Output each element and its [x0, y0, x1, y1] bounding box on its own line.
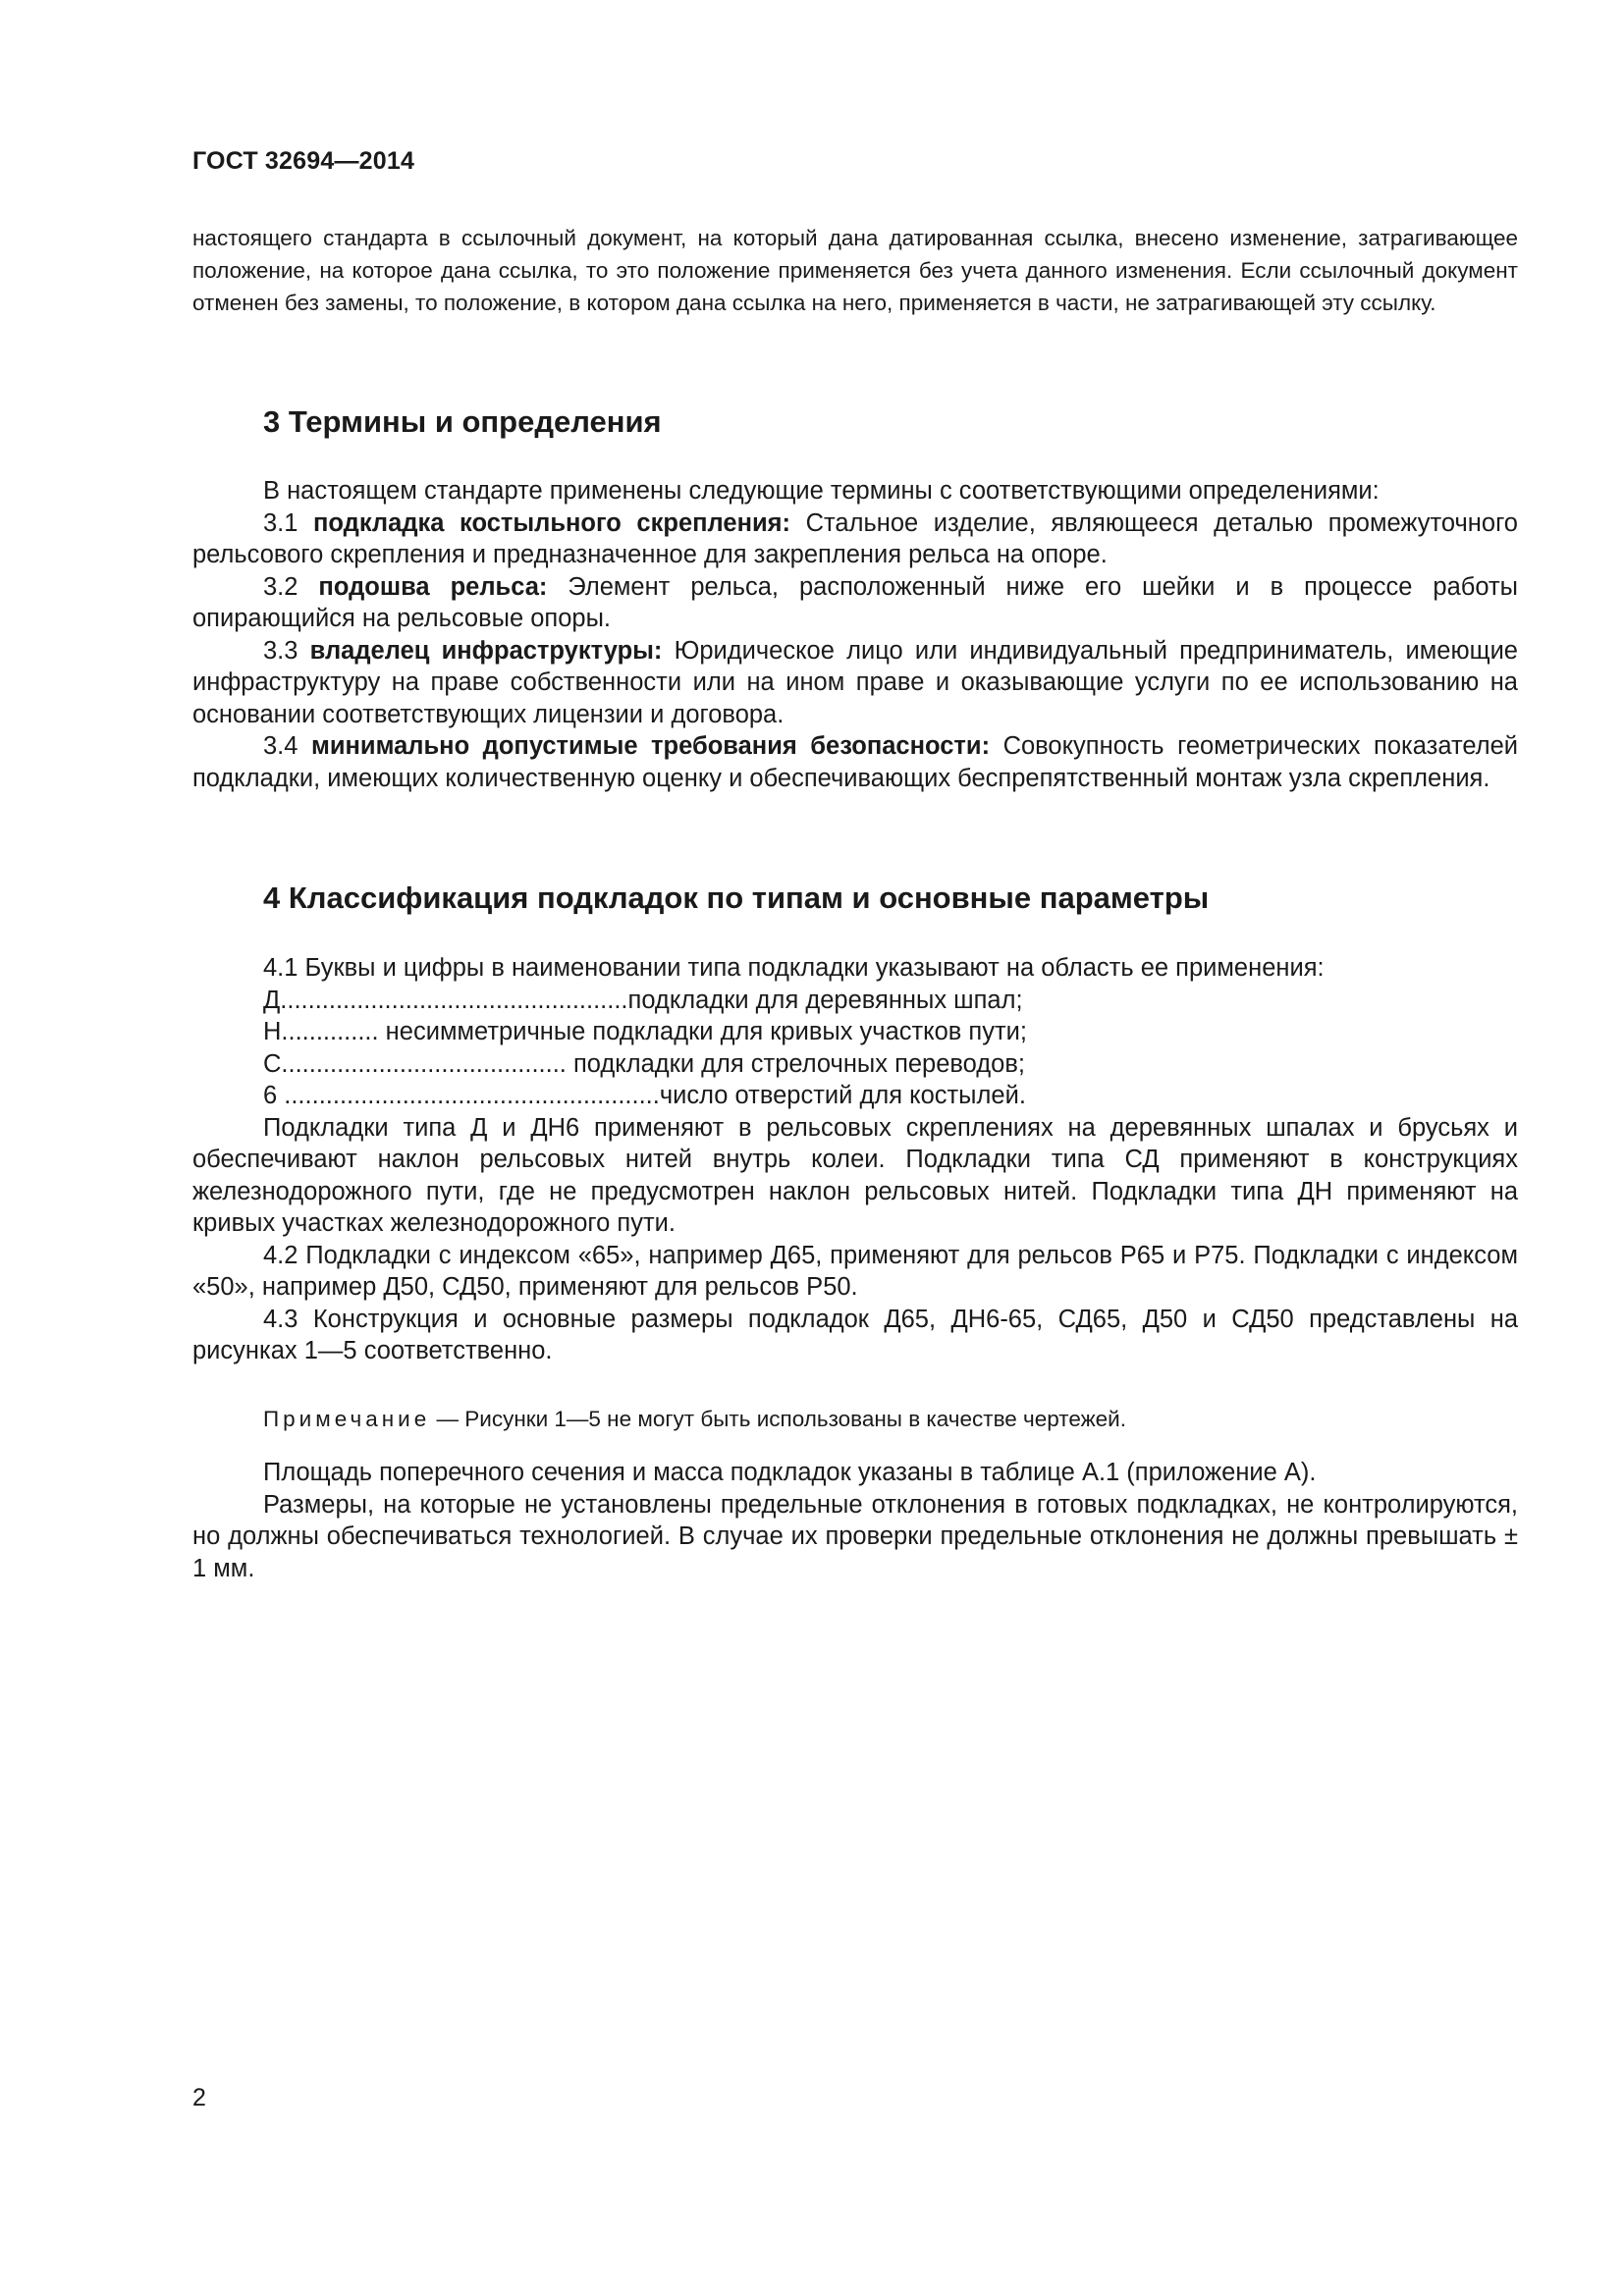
term-3-4-name: минимально допустимые требования безопасности:: [310, 732, 991, 760]
paragraph-area: Площадь поперечного сечения и масса подкладок указаны в таблице А.1 (приложение А).: [263, 1459, 1317, 1486]
paragraph-types: Подкладки типа Д и ДН6 применяют в рельсовых скреплениях на деревянных шпалах и брусьях и обеспечивают наклон рельсовых нитей внутрь колеи. Подкладки типа СД применяют в конструкциях железнодорожного пути, где не предусмотрен наклон рельсовых нитей. Подкладки типа ДН применяют на кривых участках железнодорожного пути.: [192, 1113, 1518, 1237]
note-label: Примечание: [263, 1407, 431, 1431]
standard-code: ГОСТ 32694—2014: [192, 147, 415, 175]
term-3-3: 3.3 владелец инфраструктуры: Юридическое лицо или индивидуальный предприниматель, имеющие инфраструктуру на праве собственности или на ином праве и оказывающие услуги по ее использованию на основании соответствующих лицензии и договора.: [192, 636, 1518, 728]
paragraph-4-2: 4.2 Подкладки с индексом «65», например Д65, применяют для рельсов Р65 и Р75. Подкладки с индексом «50», например Д50, СД50, применяют для рельсов Р50.: [192, 1241, 1518, 1301]
intro-paragraph: настоящего стандарта в ссылочный документ, на который дана датированная ссылка, внесено изменение, затрагивающее положение, на которое дана ссылка, то это положение применяется без учета данного изменения. Если ссылочный документ отменен без замены, то положение, в котором дана ссылка на него, применяется в части, не затрагивающей эту ссылку.: [192, 226, 1518, 315]
term-3-1-name: подкладка костыльного скрепления:: [313, 508, 791, 537]
paragraph-sizes: Размеры, на которые не установлены предельные отклонения в готовых подкладках, не контролируются, но должны обеспечиваться технологией. В случае их проверки предельные отклонения не должны превышать ± 1 мм.: [192, 1490, 1518, 1582]
type-code-n: Н.............. несимметричные подкладки для кривых участков пути;: [263, 1018, 1027, 1045]
term-3-2: 3.2 подошва рельса: Элемент рельса, расположенный ниже его шейки и в процессе работы опирающийся на рельсовые опоры.: [192, 572, 1518, 632]
note: [263, 1407, 1126, 1432]
term-3-4: 3.4 минимально допустимые требования безопасности: Совокупность геометрических показателей подкладки, имеющих количественную оценку и обеспечивающих беспрепятственный монтаж узла скрепления.: [192, 732, 1518, 792]
type-code-s: С......................................... подкладки для стрелочных переводов;: [263, 1049, 1025, 1078]
page-number: 2: [192, 2084, 206, 2111]
section-3-lead: В настоящем стандарте применены следующие термины с соответствующими определениями:: [263, 477, 1380, 505]
section-4-body-continued: [192, 1457, 1518, 1584]
type-code-6: 6 ......................................................число отверстий для костылей.: [263, 1082, 1026, 1109]
term-3-1: 3.1 подкладка костыльного скрепления: Стальное изделие, являющееся деталью промежуточного рельсового скрепления и предназначенное для закрепления рельса на опоре.: [192, 508, 1518, 568]
section-4-body: [192, 952, 1518, 1367]
section-3-body: [192, 475, 1518, 794]
paragraph-4-3: 4.3 Конструкция и основные размеры подкладок Д65, ДН6-65, СД65, Д50 и СД50 представлены на рисунках 1—5 соответственно.: [192, 1305, 1518, 1364]
paragraph-4-1: 4.1 Буквы и цифры в наименовании типа подкладки указывают на область ее применения:: [263, 954, 1325, 982]
type-code-d: Д..................................................подкладки для деревянных шпал;: [263, 986, 1023, 1014]
section-4-title: 4 Классификация подкладок по типам и основные параметры: [263, 881, 1210, 915]
term-3-2-name: подошва рельса:: [318, 572, 548, 601]
note-text: — Рисунки 1—5 не могут быть использованы в качестве чертежей.: [430, 1407, 1126, 1431]
section-3-title: 3 Термины и определения: [263, 404, 662, 439]
term-3-3-name: владелец инфраструктуры:: [309, 636, 663, 665]
